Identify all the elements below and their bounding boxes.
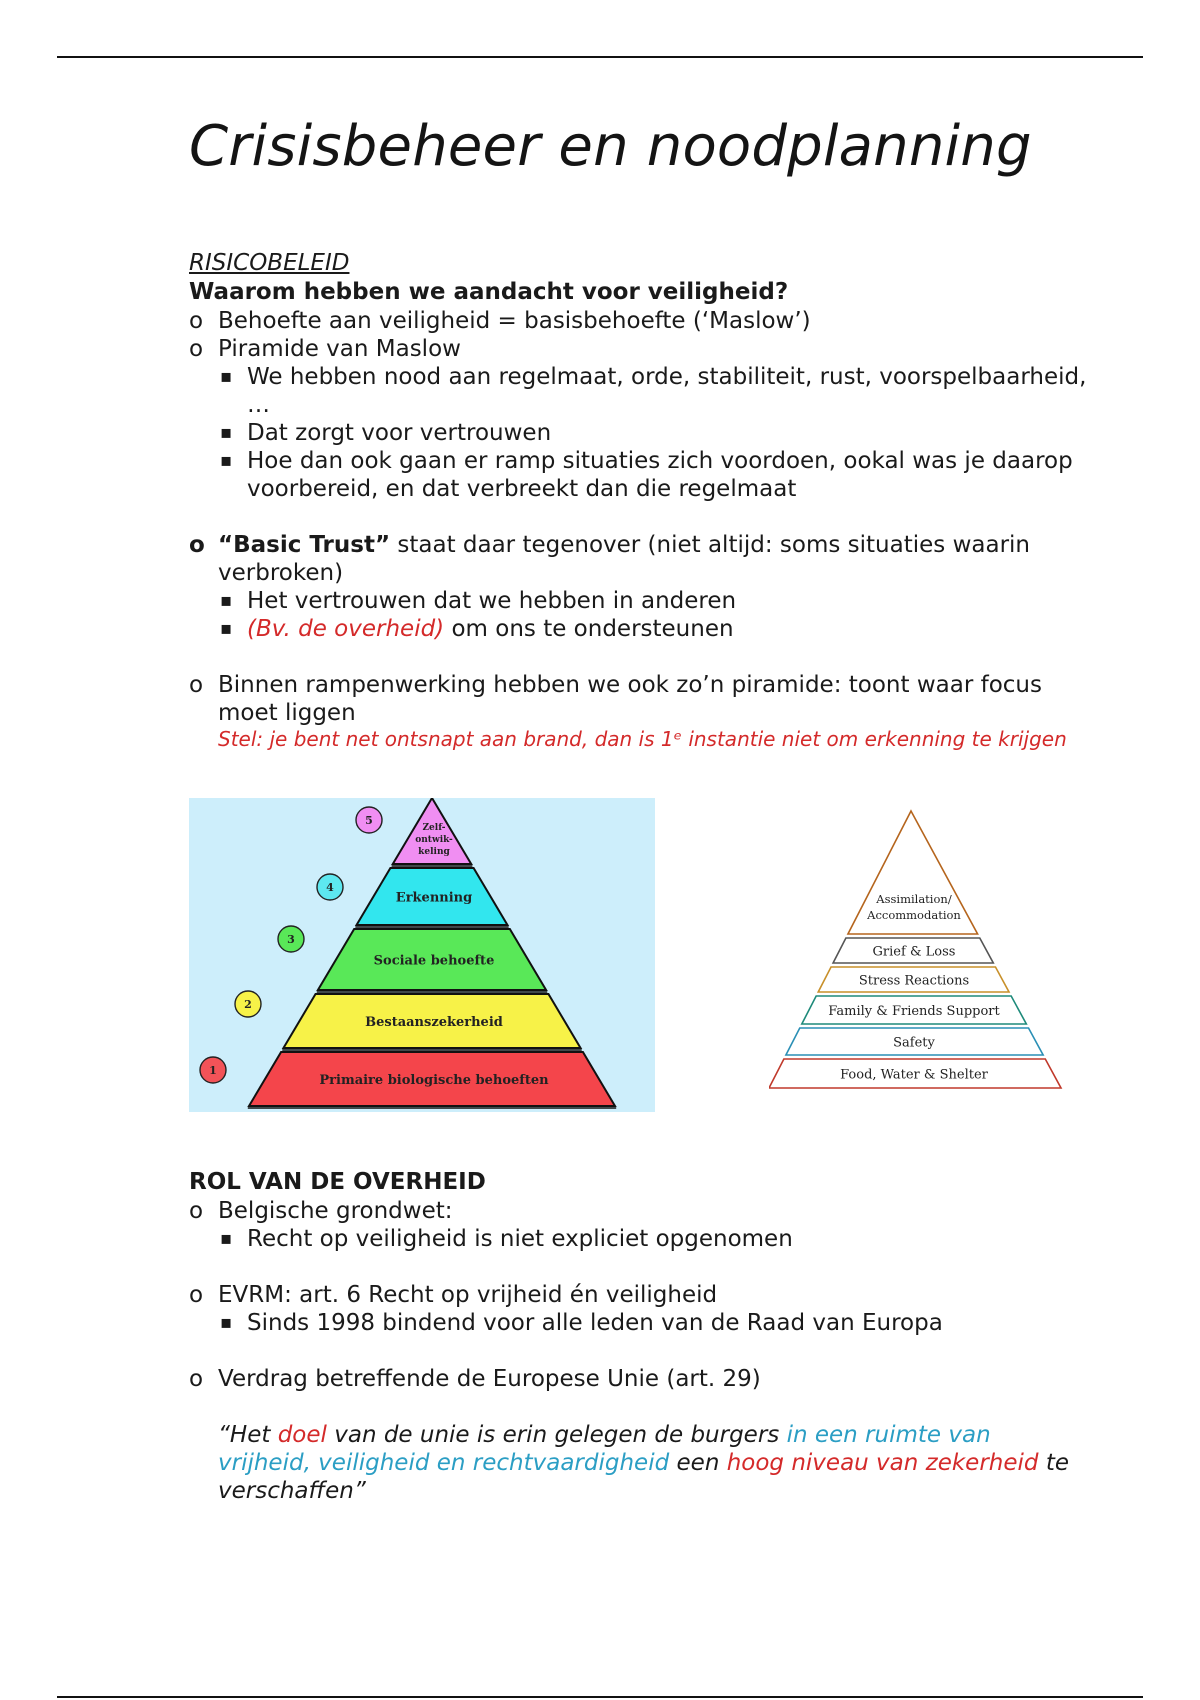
- section-heading-overheid: ROL VAN DE OVERHEID: [189, 1169, 486, 1195]
- disaster-level-label: Accommodation: [867, 908, 961, 922]
- disaster-level-label: Family & Friends Support: [828, 1004, 1000, 1019]
- bottom-rule: [57, 1696, 1143, 1698]
- page-content: [189, 100, 1089, 1505]
- top-rule: [57, 56, 1143, 58]
- disaster-level-label: Assimilation/: [876, 892, 952, 906]
- bullet-circle-icon: o: [189, 672, 204, 698]
- disaster-pyramid-figure: [769, 806, 1079, 1116]
- bullet-square-icon: ▪: [220, 422, 233, 443]
- sub-list-item: ▪ Het vertrouwen dat we hebben in anderen: [220, 588, 737, 614]
- list-item: o “Basic Trust” staat daar tegenover (niet altijd: soms situaties waarin verbroken): [189, 532, 1030, 586]
- sub-list-item: ▪ Sinds 1998 bindend voor alle leden van de Raad van Europa: [220, 1310, 943, 1336]
- basic-trust-term: “Basic Trust”: [218, 532, 391, 558]
- disaster-level-label: Safety: [893, 1035, 935, 1051]
- disaster-level-label: Food, Water & Shelter: [840, 1067, 988, 1083]
- bullet-square-icon: ▪: [220, 1228, 233, 1249]
- sub-list-item: ▪ We hebben nood aan regelmaat, orde, stabiliteit, rust, voorspelbaarheid, …: [220, 364, 1087, 418]
- maslow-level-label: Primaire biologische behoeften: [319, 1073, 549, 1088]
- bullet-circle-icon: o: [189, 1282, 204, 1308]
- bullet-circle-icon: o: [189, 1366, 204, 1392]
- list-item: o Binnen rampenwerking hebben we ook zo’n piramide: toont waar focus moet liggen: [189, 672, 1042, 726]
- maslow-level-label: Erkenning: [395, 890, 473, 906]
- question-heading: Waarom hebben we aandacht voor veiligheid?: [189, 279, 789, 305]
- bullet-circle-icon: o: [189, 308, 204, 334]
- bullet-square-icon: ▪: [220, 590, 233, 611]
- list-item: o EVRM: art. 6 Recht op vrijheid én veiligheid: [189, 1282, 718, 1308]
- maslow-number-label: 4: [326, 881, 334, 894]
- sub-list-item: ▪ (Bv. de overheid) om ons te ondersteunen: [220, 616, 734, 642]
- bullet-square-icon: ▪: [220, 618, 233, 639]
- maslow-level-label: ontwik-: [415, 835, 453, 845]
- bullet-circle-icon: o: [189, 336, 204, 362]
- quote-highlight-red: doel: [277, 1422, 327, 1448]
- maslow-pyramid-figure: [189, 798, 655, 1112]
- maslow-level-label: Zelf-: [422, 823, 446, 833]
- maslow-number-label: 5: [365, 814, 373, 827]
- list-item: o Verdrag betreffende de Europese Unie (art. 29): [189, 1366, 761, 1392]
- quote-highlight-blue: in een ruimte van vrijheid, veiligheid en rechtvaardigheid: [218, 1422, 991, 1476]
- eu-treaty-quote: “Het doel van de unie is erin gelegen de burgers in een ruimte van vrijheid, veiligheid en rechtvaardigheid een hoog niveau van zekerheid te verschaffen”: [218, 1422, 1069, 1504]
- bullet-circle-icon: o: [189, 532, 205, 558]
- sub-list-item: ▪ Hoe dan ook gaan er ramp situaties zich voordoen, ookal was je daarop voorbereid, en dat verbreekt dan die regelmaat: [220, 448, 1073, 502]
- section-label-risicobeleid: RISICOBELEID: [189, 250, 350, 276]
- bullet-square-icon: ▪: [220, 1312, 233, 1333]
- quote-highlight-red: hoog niveau van zekerheid: [726, 1450, 1039, 1476]
- list-item: o Piramide van Maslow: [189, 336, 461, 362]
- maslow-level-label: Sociale behoefte: [373, 953, 495, 969]
- pyramid-figures: [189, 798, 1089, 1168]
- maslow-number-label: 3: [287, 933, 295, 946]
- list-item: o Belgische grondwet:: [189, 1198, 453, 1224]
- bullet-square-icon: ▪: [220, 366, 233, 387]
- list-item: o Behoefte aan veiligheid = basisbehoefte (‘Maslow’): [189, 308, 811, 334]
- bullet-square-icon: ▪: [220, 450, 233, 471]
- page-title: Crisisbeheer en noodplanning: [189, 114, 1032, 179]
- sub-list-item: ▪ Recht op veiligheid is niet expliciet opgenomen: [220, 1226, 793, 1252]
- bullet-circle-icon: o: [189, 1198, 204, 1224]
- sub-list-item: ▪ Dat zorgt voor vertrouwen: [220, 420, 552, 446]
- maslow-level-label: Bestaanszekerheid: [365, 1015, 503, 1030]
- disaster-level-label: Stress Reactions: [858, 973, 970, 989]
- maslow-number-label: 1: [209, 1064, 217, 1077]
- disaster-level-label: Grief & Loss: [872, 944, 956, 960]
- maslow-number-label: 2: [244, 998, 252, 1011]
- example-note: Stel: je bent net ontsnapt aan brand, dan is 1ᵉ instantie niet om erkenning te krijgen: [218, 727, 1067, 751]
- maslow-level-label: keling: [418, 847, 450, 857]
